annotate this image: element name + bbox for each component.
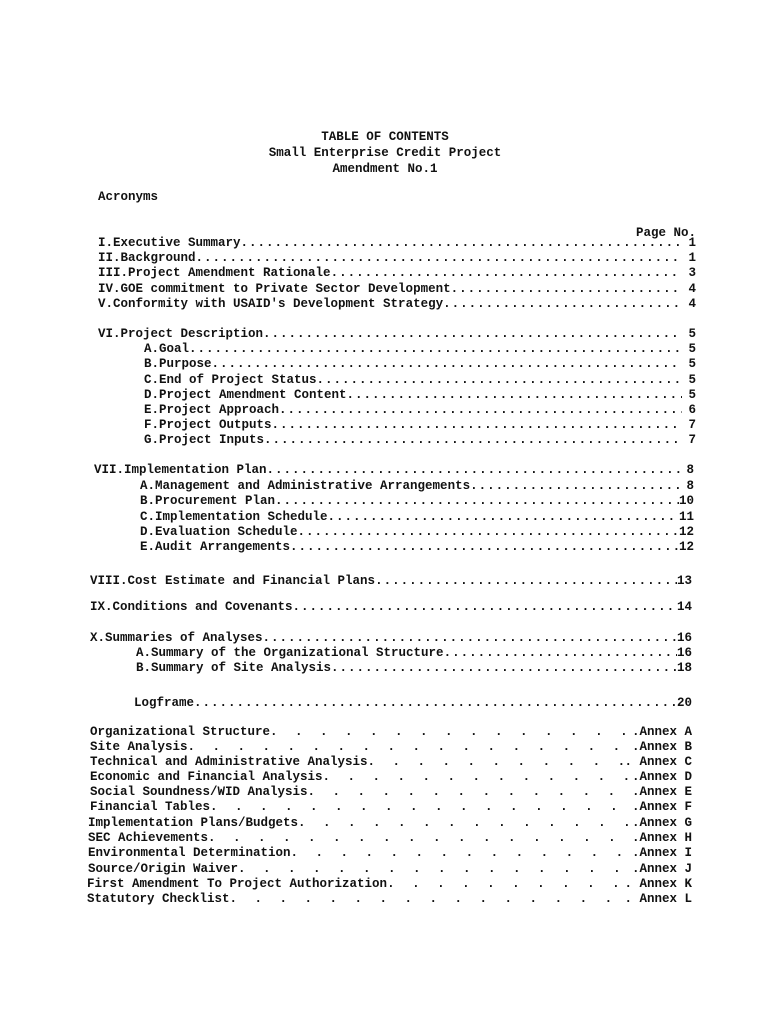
entry-number: X. (90, 631, 106, 645)
annex-entry (90, 785, 692, 800)
annex-entry (88, 846, 692, 861)
entry-page: 12 (678, 525, 694, 539)
entry-number: VI. (98, 327, 121, 341)
annex-entry (88, 862, 692, 877)
entry-page: 10 (678, 494, 694, 508)
dot-leader (444, 646, 677, 661)
annex-entry (90, 740, 692, 755)
toc-subentry (144, 373, 696, 388)
toc-subentry (140, 479, 694, 494)
annex-label: Environmental Determination (88, 846, 291, 860)
acronyms-heading: Acronyms (98, 190, 159, 204)
toc-title: TABLE OF CONTENTS (321, 130, 449, 144)
annex-label: Source/Origin Waiver (88, 862, 239, 876)
annex-entry (90, 770, 692, 785)
page-no-label: Page No. (635, 226, 696, 240)
annex-ref: .Annex I (631, 846, 692, 860)
entry-number: C. (140, 510, 156, 524)
annex-entry (90, 755, 692, 770)
project-title: Small Enterprise Credit Project (268, 146, 502, 160)
dot-leader (451, 282, 682, 297)
entry-label: Conformity with USAID's Development Strategy (113, 297, 444, 311)
toc-subentry (144, 418, 696, 433)
dot-leader (368, 755, 625, 770)
entry-number: D. (144, 388, 160, 402)
dot-leader (194, 696, 677, 711)
entry-number: E. (144, 403, 160, 417)
entry-label: Management and Administrative Arrangements (155, 479, 471, 493)
toc-entry (98, 327, 696, 342)
annex-label: First Amendment To Project Authorization (87, 877, 388, 891)
annex-ref: .Annex D (631, 770, 692, 784)
annex-ref: .Annex A (631, 725, 692, 739)
entry-page: 14 (676, 600, 692, 614)
entry-page: 5 (688, 357, 696, 371)
dot-leader (210, 800, 632, 815)
entry-page: 6 (688, 403, 696, 417)
toc-subentry (140, 540, 694, 555)
entry-page: 11 (678, 510, 694, 524)
entry-number: V. (98, 297, 114, 311)
dot-leader (328, 510, 679, 525)
dot-leader (470, 479, 680, 494)
entry-page: 5 (688, 342, 696, 356)
entry-page: 16 (676, 631, 692, 645)
entry-page: 1 (688, 236, 696, 250)
toc-entry (98, 266, 696, 281)
annex-ref: .Annex E (631, 785, 692, 799)
toc-subentry (140, 525, 694, 540)
dot-leader (443, 297, 682, 312)
entry-page: 7 (688, 433, 696, 447)
entry-number: VII. (94, 463, 125, 477)
entry-number: A. (144, 342, 160, 356)
dot-leader (279, 403, 682, 418)
entry-label: Logframe (134, 696, 195, 710)
entry-page: 5 (688, 373, 696, 387)
toc-subentry (144, 403, 696, 418)
dot-leader (270, 725, 632, 740)
annex-entry (88, 816, 692, 831)
dot-leader (208, 831, 632, 846)
annex-label: Financial Tables (90, 800, 211, 814)
entry-page: 5 (688, 388, 696, 402)
entry-number: VIII. (90, 574, 128, 588)
entry-page: 8 (686, 479, 694, 493)
entry-label: Purpose (159, 357, 212, 371)
entry-label: Project Amendment Rationale (128, 266, 331, 280)
entry-label: Project Approach (159, 403, 280, 417)
dot-leader (331, 266, 682, 281)
toc-entry-logframe (134, 696, 692, 711)
toc-subentry (144, 357, 696, 372)
entry-page: 4 (688, 282, 696, 296)
entry-label: Background (120, 251, 196, 265)
dot-leader (196, 251, 682, 266)
toc-entry (90, 631, 692, 646)
entry-label: Summaries of Analyses (105, 631, 263, 645)
dot-leader (298, 816, 632, 831)
toc-subentry (136, 661, 692, 676)
entry-number: C. (144, 373, 160, 387)
dot-leader (275, 494, 679, 509)
entry-label: Audit Arrangements (155, 540, 291, 554)
annex-label: Organizational Structure (90, 725, 271, 739)
annex-label: SEC Achievements (88, 831, 209, 845)
annex-ref: .Annex H (631, 831, 692, 845)
dot-leader (291, 846, 632, 861)
toc-subentry (136, 646, 692, 661)
toc-subentry (140, 494, 694, 509)
entry-number: A. (140, 479, 156, 493)
entry-number: II. (98, 251, 121, 265)
toc-subentry (144, 388, 696, 403)
entry-number: III. (98, 266, 129, 280)
amendment-number: Amendment No.1 (332, 162, 438, 176)
annex-ref: .Annex G (631, 816, 692, 830)
annex-label: Social Soundness/WID Analysis (90, 785, 308, 799)
entry-page: 7 (688, 418, 696, 432)
entry-page: 18 (676, 661, 692, 675)
toc-subentry (140, 510, 694, 525)
entry-number: I. (98, 236, 114, 250)
dot-leader (188, 740, 632, 755)
entry-label: Procurement Plan (155, 494, 276, 508)
dot-leader (290, 540, 679, 555)
entry-page: 1 (688, 251, 696, 265)
dot-leader (263, 327, 682, 342)
entry-number: B. (144, 357, 160, 371)
dot-leader (267, 463, 680, 478)
toc-entry (98, 282, 696, 297)
annex-label: Economic and Financial Analysis (90, 770, 323, 784)
annex-label: Technical and Administrative Analysis (90, 755, 368, 769)
annex-entry (90, 725, 692, 740)
entry-label: Summary of the Organizational Structure (151, 646, 444, 660)
entry-label: Project Outputs (159, 418, 272, 432)
entry-label: Implementation Plan (124, 463, 267, 477)
entry-label: Cost Estimate and Financial Plans (127, 574, 376, 588)
entry-page: 13 (676, 574, 692, 588)
annex-entry (88, 831, 692, 846)
entry-label: Evaluation Schedule (155, 525, 298, 539)
entry-label: Project Amendment Content (159, 388, 347, 402)
entry-label: End of Project Status (159, 373, 317, 387)
entry-number: B. (140, 494, 156, 508)
dot-leader (308, 785, 632, 800)
dot-leader (323, 770, 632, 785)
entry-page: 16 (676, 646, 692, 660)
entry-number: IX. (90, 600, 113, 614)
entry-label: Conditions and Covenants (112, 600, 293, 614)
entry-number: IV. (98, 282, 121, 296)
entry-number: F. (144, 418, 160, 432)
entry-page: 5 (688, 327, 696, 341)
dot-leader (263, 631, 677, 646)
dot-leader (212, 357, 682, 372)
entry-label: GOE commitment to Private Sector Development (120, 282, 451, 296)
toc-entry (98, 297, 696, 312)
dot-leader (375, 574, 677, 589)
annex-entry (87, 892, 692, 907)
entry-page: 3 (688, 266, 696, 280)
entry-page: 20 (676, 696, 692, 710)
dot-leader (317, 373, 682, 388)
entry-number: E. (140, 540, 156, 554)
entry-page: 12 (678, 540, 694, 554)
annex-ref: . Annex K (624, 877, 692, 891)
dot-leader (238, 862, 632, 877)
dot-leader (189, 342, 682, 357)
entry-label: Implementation Schedule (155, 510, 328, 524)
annex-label: Site Analysis (90, 740, 188, 754)
entry-label: Goal (159, 342, 190, 356)
annex-label: Implementation Plans/Budgets (88, 816, 299, 830)
toc-entry (98, 251, 696, 266)
entry-number: B. (136, 661, 152, 675)
entry-label: Project Description (120, 327, 264, 341)
annex-ref: .Annex F (631, 800, 692, 814)
toc-entry (90, 600, 692, 615)
annex-ref: .Annex B (631, 740, 692, 754)
annex-ref: . Annex L (624, 892, 692, 906)
dot-leader (230, 892, 625, 907)
dot-leader (298, 525, 679, 540)
toc-subentry (144, 342, 696, 357)
dot-leader (293, 600, 677, 615)
entry-label: Summary of Site Analysis (151, 661, 332, 675)
annex-ref: . Annex C (624, 755, 692, 769)
dot-leader (331, 661, 677, 676)
entry-page: 8 (686, 463, 694, 477)
dot-leader (347, 388, 682, 403)
toc-subentry (144, 433, 696, 448)
dot-leader (387, 877, 624, 892)
dot-leader (241, 236, 682, 251)
entry-number: A. (136, 646, 152, 660)
annex-label: Statutory Checklist (87, 892, 230, 906)
entry-page: 4 (688, 297, 696, 311)
entry-number: D. (140, 525, 156, 539)
entry-number: G. (144, 433, 160, 447)
dot-leader (264, 433, 682, 448)
toc-entry (94, 463, 694, 478)
annex-ref: .Annex J (631, 862, 692, 876)
entry-label: Executive Summary (113, 236, 241, 250)
dot-leader (272, 418, 682, 433)
toc-entry (98, 236, 696, 251)
entry-label: Project Inputs (159, 433, 265, 447)
annex-entry (90, 800, 692, 815)
toc-entry (90, 574, 692, 589)
annex-entry (87, 877, 692, 892)
